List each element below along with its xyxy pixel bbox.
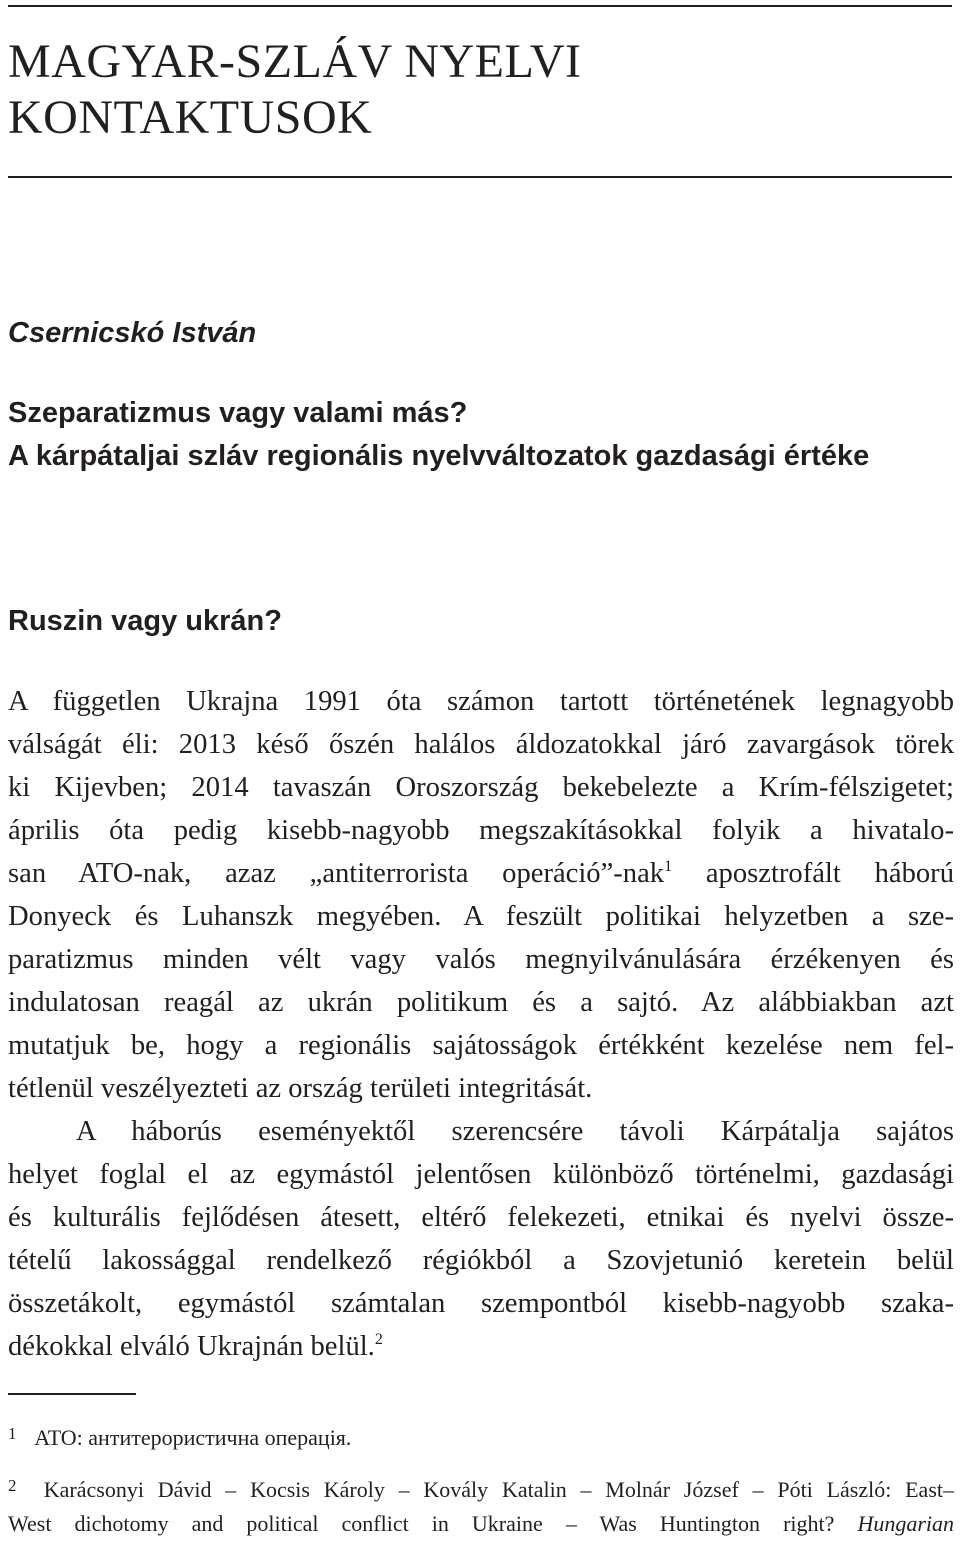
text-line: helyet foglal el az egymástól jelentősen különböző történelmi, gazdasági — [8, 1159, 954, 1190]
article-title-line: A kárpátaljai szláv regionális nyelvváltozatok gazdasági értéke — [8, 440, 870, 472]
text-line-head: san ATO-nak, azaz „antiterrorista operáció”-nak — [8, 858, 665, 889]
footnote-number: 1 — [8, 1424, 17, 1443]
footnote-ref-2[interactable]: 2 — [374, 1331, 383, 1348]
footnote-line — [8, 1507, 954, 1541]
text-line: paratizmus minden vélt vagy valós megnyilvánulására érzékenyen és — [8, 944, 954, 975]
footnote-journal-title: Hungarian — [857, 1511, 954, 1536]
article-author: Csernicskó István — [8, 317, 257, 349]
paragraph-1 — [8, 680, 954, 1110]
footnote-1 — [8, 1417, 954, 1455]
text-line: ki Kijevben; 2014 tavaszán Oroszország bekebelezte a Krím-félszigetet; — [8, 772, 954, 803]
footnote-text: West dichotomy and political conflict in Ukraine – Was Huntington right? — [8, 1511, 858, 1536]
top-rule — [8, 5, 952, 7]
footnote-line — [8, 1469, 954, 1507]
text-line: és kulturális fejlődésen átesett, eltérő felekezeti, etnikai és nyelvi össze- — [8, 1202, 954, 1233]
chapter-title-line: KONTAKTUSOK — [8, 91, 373, 144]
footnote-2 — [8, 1469, 954, 1541]
footnote-number: 2 — [8, 1476, 17, 1495]
footnotes — [8, 1417, 954, 1541]
text-line: összetákolt, egymástól számtalan szempontból kisebb-nagyobb szaka- — [8, 1288, 954, 1319]
text-line-head: dékokkal elváló Ukrajnán belül. — [8, 1331, 375, 1362]
footnote-text: ATO: антитерористична операція. — [34, 1425, 352, 1450]
article-title-line: Szeparatizmus vagy valami más? — [8, 397, 468, 429]
footnote-separator — [8, 1393, 136, 1395]
text-line-tail: aposztrofált háború — [672, 858, 954, 889]
footnote-line — [8, 1417, 954, 1455]
text-line: válságát éli: 2013 késő őszén halálos áldozatokkal járó zavargások törek — [8, 729, 954, 760]
text-line — [8, 1325, 954, 1368]
text-line: április óta pedig kisebb-nagyobb megszakításokkal folyik a hivatalo- — [8, 815, 954, 846]
text-line — [8, 852, 954, 895]
text-line: tételű lakossággal rendelkező régiókból a Szovjetunió keretein belül — [8, 1245, 954, 1276]
text-line: Donyeck és Luhanszk megyében. A feszült politikai helyzetben a sze- — [8, 901, 954, 932]
article-title — [8, 392, 869, 478]
chapter-title — [8, 34, 582, 146]
text-line: tétlenül veszélyezteti az ország területi integritását. — [8, 1073, 593, 1104]
chapter-title-line: MAGYAR-SZLÁV NYELVI — [8, 35, 582, 88]
text-line: indulatosan reagál az ukrán politikum és a sajtó. Az alábbiakban azt — [8, 987, 954, 1018]
text-line: A háborús eseményektől szerencsére távoli Kárpátalja sajátos — [76, 1116, 954, 1147]
text-line: A független Ukrajna 1991 óta számon tartott történetének legnagyobb — [8, 686, 954, 717]
footnote-text: Karácsonyi Dávid – Kocsis Károly – Kovály Katalin – Molnár József – Póti László: East– — [43, 1477, 954, 1502]
chapter-title-rule — [8, 176, 952, 178]
section-heading: Ruszin vagy ukrán? — [8, 605, 282, 637]
footnote-ref-1[interactable]: 1 — [664, 858, 673, 875]
text-line: mutatjuk be, hogy a regionális sajátosságok értékként kezelése nem fel- — [8, 1030, 954, 1061]
paragraph-2 — [8, 1110, 954, 1368]
body-text — [8, 680, 954, 1368]
